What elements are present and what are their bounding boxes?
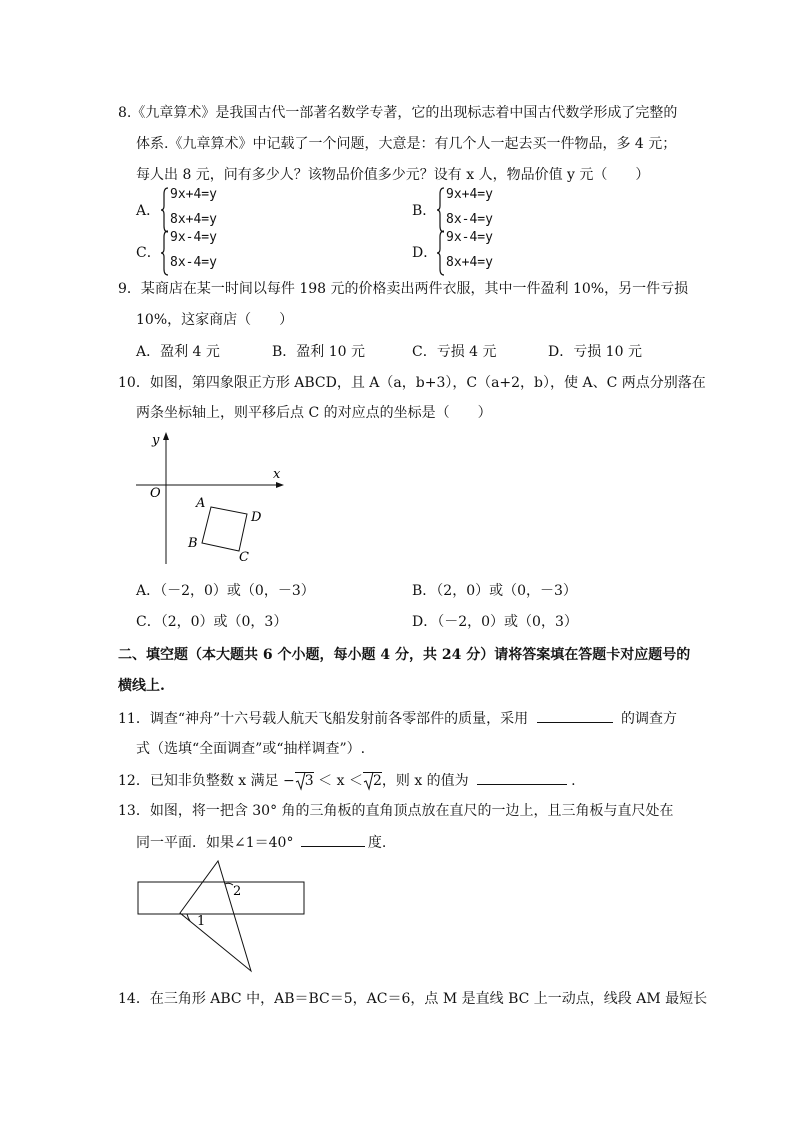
q8-option-b-eq2: 8x-4=y (446, 212, 493, 227)
q12-post: ，则 x 的值为 (381, 773, 469, 789)
sqrt-2 (363, 772, 382, 789)
q8-option-d-label: D． (412, 245, 438, 261)
q11-line-1 (118, 708, 677, 729)
brace-icon (160, 186, 170, 234)
x-axis-arrow-icon (276, 482, 284, 488)
q10-option-a[interactable]: A．（－2，0）或（0，－3） (136, 583, 315, 599)
q8-option-b-eq1: 9x+4=y (446, 187, 493, 202)
q13-text-before-blank: 同一平面．如果∠1＝40° (136, 835, 294, 851)
x-axis-label: x (273, 467, 281, 482)
point-b-label: B (188, 536, 198, 551)
q9-option-d[interactable]: D．亏损 10 元 (548, 344, 642, 360)
q9-line-1: 9．某商店在某一时间以每件 198 元的价格卖出两件衣服，其中一件盈利 10%，另一件亏损 (118, 281, 689, 297)
q13-answer-blank[interactable] (301, 832, 365, 847)
q13-text-after-blank: 度. (367, 835, 387, 851)
q12-mid: ＜ x ＜ (313, 773, 363, 789)
q8-line-2: 体系.《九章算术》中记载了一个问题，大意是：有几个人一起去买一件物品，多 4 元； (136, 136, 677, 152)
q8-option-a-label: A． (136, 203, 161, 219)
q12-prefix: 12．已知非负整数 x 满足 − (118, 773, 295, 789)
q10-option-b[interactable]: B．（2，0）或（0，－3） (412, 583, 577, 599)
section-2-heading-line-2: 横线上. (118, 678, 165, 694)
q10-line-1: 10．如图，第四象限正方形 ABCD，且 A（a，b+3），C（a+2，b），使 A、C 两点分别落在 (118, 375, 706, 391)
brace-icon (436, 186, 446, 234)
q11-line-2: 式（选填“全面调查”或“抽样调查”）. (136, 741, 366, 757)
q8-option-d-eq1: 9x-4=y (446, 230, 493, 245)
q9-option-c[interactable]: C．亏损 4 元 (412, 344, 497, 360)
section-2-heading-line-1: 二、填空题（本大题共 6 个小题，每小题 4 分，共 24 分）请将答案填在答题卡对应题号的 (118, 647, 691, 663)
angle-2-arc (225, 883, 233, 885)
q12-answer-blank[interactable] (477, 770, 567, 785)
sqrt-sign-icon (295, 771, 306, 791)
q10-coordinate-figure (130, 428, 300, 570)
ruler (138, 882, 304, 914)
q9-option-a[interactable]: A．盈利 4 元 (136, 344, 220, 360)
sqrt-2-radicand: 2 (372, 773, 382, 789)
q8-option-d-eq2: 8x+4=y (446, 255, 493, 270)
q13-line-1: 13．如图，将一把含 30° 角的三角板的直角顶点放在直尺的一边上，且三角板与直尺处在 (118, 803, 674, 819)
triangle-plate (180, 861, 251, 971)
q13-ruler-triangle-figure (130, 858, 315, 976)
point-a-label: A (196, 496, 206, 511)
q8-line-3: 每人出 8 元，问有多少人？该物品价值多少元？设有 x 人，物品价值 y 元（ ） (136, 167, 650, 183)
q8-option-c-eq1: 9x-4=y (170, 230, 217, 245)
q8-option-c-label: C． (136, 245, 161, 261)
q10-line-2: 两条坐标轴上，则平移后点 C 的对应点的坐标是（ ） (136, 405, 492, 421)
point-c-label: C (239, 550, 249, 565)
q8-line-1: 8.《九章算术》是我国古代一部著名数学专著，它的出现标志着中国古代数学形成了完整的 (118, 105, 678, 121)
q14-line-1: 14．在三角形 ABC 中，AB＝BC＝5，AC＝6，点 M 是直线 BC 上一动点，线段 AM 最短长 (118, 991, 708, 1007)
brace-icon (160, 229, 170, 277)
q8-option-a-eq1: 9x+4=y (170, 187, 217, 202)
y-axis-label: y (152, 433, 160, 448)
brace-icon (436, 229, 446, 277)
q11-text-before-blank: 11．调查“神舟”十六号载人航天飞船发射前各零部件的质量，采用 (118, 711, 529, 727)
angle-1-label: 1 (197, 914, 206, 929)
q12-end: . (571, 773, 576, 789)
q8-option-b-label: B． (412, 203, 437, 219)
y-axis-arrow-icon (163, 432, 169, 440)
q9-line-2: 10%，这家商店（ ） (136, 312, 294, 328)
q10-option-c[interactable]: C．（2，0）或（0，3） (136, 614, 288, 630)
q11-text-after-blank: 的调查方 (621, 711, 678, 727)
q13-line-2 (136, 832, 386, 853)
sqrt-3-radicand: 3 (304, 773, 314, 789)
q12-line (118, 770, 576, 791)
angle-2-label: 2 (233, 884, 242, 899)
q8-option-a-eq2: 8x+4=y (170, 212, 217, 227)
sqrt-3 (295, 772, 314, 789)
square-abcd (202, 507, 247, 551)
origin-label: O (150, 486, 161, 501)
q11-answer-blank[interactable] (537, 708, 613, 723)
q10-option-d[interactable]: D．（－2，0）或（0，3） (412, 614, 578, 630)
q8-option-c-eq2: 8x-4=y (170, 255, 217, 270)
point-d-label: D (251, 510, 262, 525)
q9-option-b[interactable]: B．盈利 10 元 (272, 344, 366, 360)
sqrt-sign-icon (363, 771, 374, 791)
